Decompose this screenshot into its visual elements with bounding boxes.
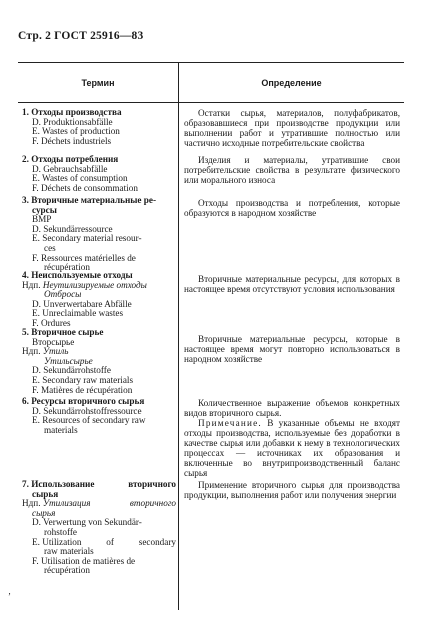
- definition-entry-2: Изделия и материалы, утратившие свои потребительские свойства в результате физического или морального износа: [184, 155, 400, 185]
- definition-entry-1: Остатки сырья, материалов, полуфабрикатов, образовавшиеся при производстве продукции или выполнении работ и утратившие полностью или частично исходные потребительские свойства: [184, 108, 400, 148]
- term-entry-5: 5. Вторичное сырье Вторсырье Ндп. Утиль Утильсырье D. Sekundärrohstoffe E. Secondary raw materials F. Matières de récupération: [22, 327, 134, 395]
- terms-table: [18, 62, 404, 610]
- definition-entry-6: Количественное выражение объемов конкретных видов вторичного сырья. Примечание. В указанные объемы не входят отходы производства, используемые без доработки в качестве сырья или добавки к нему в технологических процессах — источниках их образования и включенные во внутрипроизводственный баланс сырья: [184, 398, 400, 478]
- table-head-rule: [18, 102, 404, 103]
- term-entry-2: 2. Отходы потребления D. Gebrauchsabfälle E. Wastes of consumption F. Déchets de consommation: [22, 154, 138, 193]
- table-top-rule: [18, 62, 404, 63]
- column-header-term: Термин: [81, 78, 115, 88]
- definition-entry-3: Отходы производства и потребления, которые образуются в народном хозяйстве: [184, 198, 400, 218]
- definition-entry-7: Применение вторичного сырья для производства продукции, выполнения работ или получения энергии: [184, 480, 400, 500]
- term-entry-3: 3. Вторичные материальные ре- сурсы ВМР D. Sekundärressource E. Secondary material resour- ces F. Ressources matérielles de récupération: [22, 195, 157, 273]
- term-entry-6: 6. Ресурсы вторичного сырья D. Sekundärrohstoffressource E. Resources of secondary raw materials: [22, 396, 146, 435]
- term-entry-4: 4. Неиспользуемые отходы Ндп. Неутилизируемые отходы Отбросы D. Unverwertabare Abfälle E. Unreclaimable wastes F. Ordures: [22, 270, 147, 328]
- margin-mark: ‚: [8, 586, 11, 596]
- term-entry-1: 1. Отходы производства D. Produktionsabfälle E. Wastes of production F. Déchets industriels: [22, 107, 122, 146]
- page-header: Стр. 2 ГОСТ 25916—83: [18, 30, 144, 42]
- term-entry-7: 7. Использование вторичного сырья Ндп. Утилизация вторичного сырья D. Verwertung von Sekundär- rohstoffe E. Utilization of secondary raw materials F. Utilisation de matières de récupération: [22, 479, 176, 576]
- definition-entry-5: Вторичные материальные ресурсы, которые в настоящее время могут повторно использоваться в народном хозяйстве: [184, 334, 400, 364]
- note-label: Примечание.: [198, 418, 262, 428]
- definition-entry-4: Вторичные материальные ресурсы, для которых в настоящее время отсутствуют условия использования: [184, 274, 400, 294]
- column-header-definition: Определение: [261, 78, 322, 88]
- column-divider: [178, 62, 179, 610]
